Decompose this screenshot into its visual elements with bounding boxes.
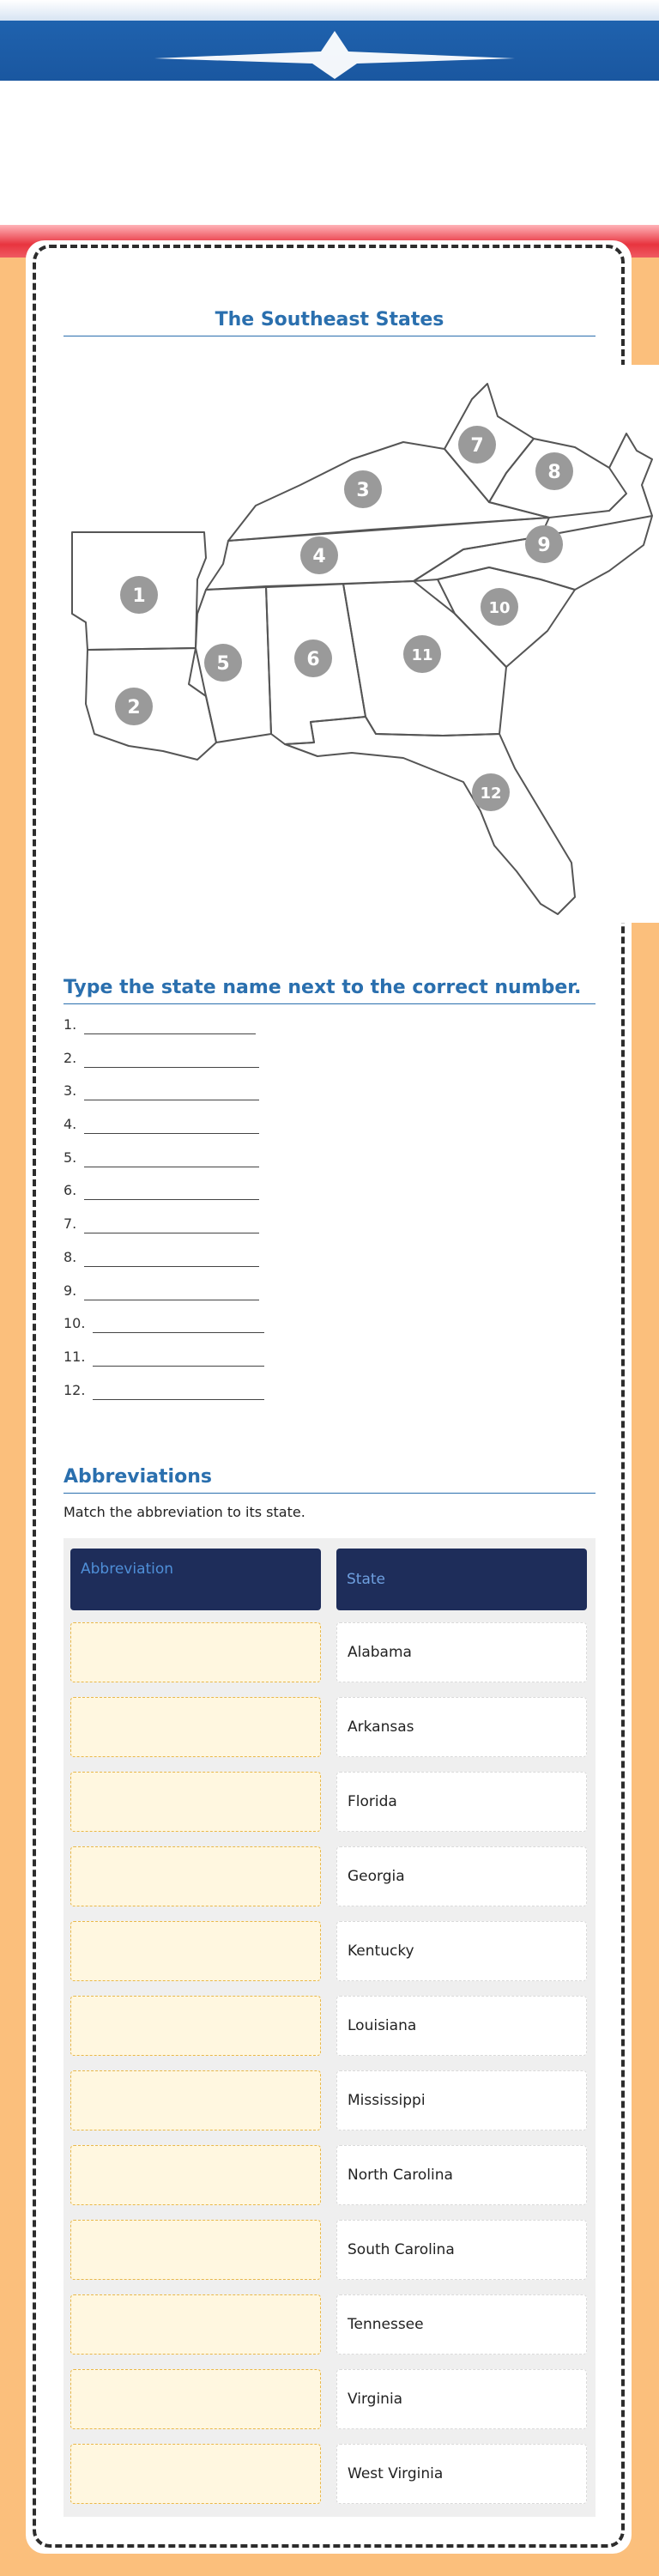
state-card: Mississippi xyxy=(336,2070,587,2131)
answer-row xyxy=(63,1182,596,1215)
map-marker-1 xyxy=(120,576,158,614)
abbreviation-drop-zone[interactable] xyxy=(70,2369,321,2429)
svg-text:3: 3 xyxy=(356,480,370,501)
map-marker-3 xyxy=(344,470,382,508)
answer-number: 11. xyxy=(63,1348,86,1365)
abbreviation-drop-zone[interactable] xyxy=(70,2145,321,2205)
abbreviations-section xyxy=(63,1466,596,1527)
answer-line[interactable] xyxy=(84,1266,259,1267)
state-card: Kentucky xyxy=(336,1921,587,1981)
map-marker-2 xyxy=(115,688,153,725)
answer-number: 10. xyxy=(63,1315,86,1332)
map-marker-12 xyxy=(472,773,510,811)
state-names-section xyxy=(63,977,596,1415)
answer-line[interactable] xyxy=(84,1067,259,1068)
answer-number: 4. xyxy=(63,1116,77,1133)
map-marker-8 xyxy=(535,452,573,490)
answer-number: 9. xyxy=(63,1282,77,1299)
map-marker-4 xyxy=(300,536,338,574)
answer-number: 1. xyxy=(63,1016,77,1033)
state-card: Tennessee xyxy=(336,2294,587,2355)
answer-row xyxy=(63,1050,596,1083)
svg-text:1: 1 xyxy=(132,585,146,607)
answer-row xyxy=(63,1249,596,1282)
answer-row xyxy=(63,1149,596,1183)
worksheet-title: The Southeast States xyxy=(63,309,596,336)
state-card: South Carolina xyxy=(336,2220,587,2280)
map-marker-7 xyxy=(458,426,496,464)
answer-row xyxy=(63,1116,596,1149)
abbreviation-drop-zone[interactable] xyxy=(70,1846,321,1906)
map-marker-9 xyxy=(525,525,563,563)
answer-number: 7. xyxy=(63,1215,77,1233)
svg-text:4: 4 xyxy=(312,546,326,567)
abbreviation-drop-zone[interactable] xyxy=(70,2444,321,2504)
answer-row xyxy=(63,1082,596,1116)
answer-line[interactable] xyxy=(84,1199,259,1200)
answer-row xyxy=(63,1016,596,1050)
state-column-header: State xyxy=(336,1549,587,1610)
state-card: Louisiana xyxy=(336,1996,587,2056)
svg-text:10: 10 xyxy=(488,599,511,617)
answer-line[interactable] xyxy=(84,1133,259,1134)
answer-number: 12. xyxy=(63,1381,86,1398)
abbreviation-column-header: Abbreviation xyxy=(70,1549,321,1610)
answer-row xyxy=(63,1349,596,1382)
worksheet-header xyxy=(63,309,596,336)
answer-row xyxy=(63,1215,596,1249)
abbreviation-drop-zone[interactable] xyxy=(70,1772,321,1832)
svg-text:8: 8 xyxy=(547,462,561,483)
abbreviation-drop-zone[interactable] xyxy=(70,2220,321,2280)
state-names-instruction: Type the state name next to the correct number. xyxy=(63,977,596,1004)
answer-line[interactable] xyxy=(93,1332,264,1333)
svg-text:12: 12 xyxy=(480,785,502,803)
header-banner-blue xyxy=(0,21,659,81)
svg-text:2: 2 xyxy=(127,697,141,718)
answer-number: 8. xyxy=(63,1248,77,1265)
answer-number: 2. xyxy=(63,1049,77,1066)
map-marker-10 xyxy=(481,588,518,626)
southeast-map xyxy=(60,365,659,923)
answer-line[interactable] xyxy=(93,1399,264,1400)
map-marker-11 xyxy=(403,635,441,673)
answer-row xyxy=(63,1382,596,1415)
abbreviation-drop-zone[interactable] xyxy=(70,1921,321,1981)
svg-text:7: 7 xyxy=(470,435,484,457)
matching-table xyxy=(63,1538,596,2517)
state-card: Florida xyxy=(336,1772,587,1832)
abbreviations-title: Abbreviations xyxy=(63,1466,596,1494)
abbreviation-drop-zone[interactable] xyxy=(70,1996,321,2056)
map-drawing xyxy=(60,365,659,923)
abbreviation-drop-zone[interactable] xyxy=(70,2294,321,2355)
state-card: Georgia xyxy=(336,1846,587,1906)
svg-text:6: 6 xyxy=(306,649,320,670)
state-card: Alabama xyxy=(336,1622,587,1682)
star-icon xyxy=(146,29,523,81)
abbreviation-drop-zone[interactable] xyxy=(70,1622,321,1682)
answer-number: 3. xyxy=(63,1082,77,1100)
state-card: North Carolina xyxy=(336,2145,587,2205)
svg-text:5: 5 xyxy=(216,653,230,675)
abbreviation-drop-zone[interactable] xyxy=(70,1697,321,1757)
svg-text:9: 9 xyxy=(537,535,551,556)
map-marker-6 xyxy=(294,639,332,677)
answer-number: 5. xyxy=(63,1149,77,1166)
state-card: Virginia xyxy=(336,2369,587,2429)
abbreviations-instruction: Match the abbreviation to its state. xyxy=(63,1504,305,1520)
answer-row xyxy=(63,1315,596,1349)
svg-text:11: 11 xyxy=(411,646,433,664)
answer-list xyxy=(63,1016,596,1415)
answer-row xyxy=(63,1282,596,1316)
state-card: West Virginia xyxy=(336,2444,587,2504)
state-card: Arkansas xyxy=(336,1697,587,1757)
answer-number: 6. xyxy=(63,1182,77,1199)
answer-line[interactable] xyxy=(84,1033,256,1034)
abbreviation-drop-zone[interactable] xyxy=(70,2070,321,2131)
answer-line[interactable] xyxy=(93,1366,264,1367)
map-marker-5 xyxy=(204,644,242,682)
